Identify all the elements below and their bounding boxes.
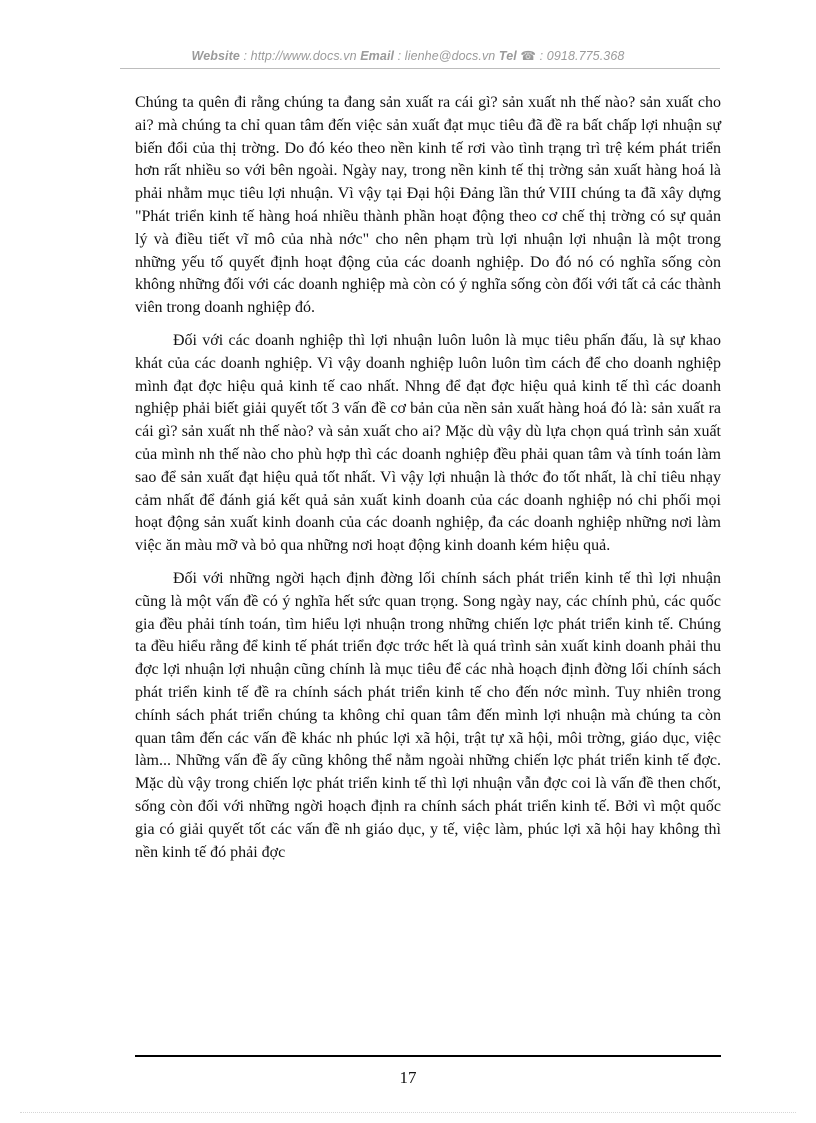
header-divider — [120, 68, 720, 69]
email-address: : lienhe@docs.vn — [394, 49, 499, 63]
paragraph-2: Đối với các doanh nghiệp thì lợi nhuận luôn luôn là mục tiêu phấn đấu, là sự khao khát của các doanh nghiệp. Vì vậy doanh nghiệp luôn luôn tìm cách để cho doanh nghiệp mình đạt đợc hiệu quả kinh tế cao nhất. Nhng để đạt đợc hiệu quả kinh tế thì các doanh nghiệp phải biết giải quyết tốt 3 vấn đề cơ bản của nền sản xuất hàng hoá đó là: sản xuất ra cái gì? sản xuất nh thế nào? và sản xuất cho ai? Mặc dù vậy dù lựa chọn quá trình sản xuất của mình nh thế nào cho phù hợp thì các doanh nghiệp đều phải quan tâm và tính toán làm sao để sản xuất đạt hiệu quả tốt nhất. Vì vậy lợi nhuận là thớc đo tốt nhất, là chỉ tiêu nhạy cảm nhất để đánh giá kết quả sản xuất kinh doanh của các doanh nghiệp nó chi phối mọi hoạt động sản xuất kinh doanh của các doanh nghiệp, đa các doanh nghiệp những nơi làm việc ăn màu mỡ và bỏ qua những nơi hoạt động kinh doanh kém hiệu quả. — [135, 331, 721, 555]
footer-divider — [135, 1055, 721, 1057]
email-label: Email — [360, 49, 395, 63]
tel-number: : 0918.775.368 — [536, 49, 625, 63]
page-header — [0, 48, 816, 63]
bottom-dotted-border — [20, 1112, 796, 1113]
page-number: 17 — [399, 1068, 417, 1087]
document-body — [135, 92, 721, 874]
tel-label: Tel — [498, 49, 517, 63]
website-label: Website — [191, 49, 240, 63]
paragraph-1: Chúng ta quên đi rằng chúng ta đang sản xuất ra cái gì? sản xuất nh thế nào? sản xuất cho ai? mà chúng ta chỉ quan tâm đến việc sản xuất đạt mục tiêu đã đề ra bất chấp lợi nhuận sự biến đổi của thị trờng. Do đó kéo theo nền kinh tế rơi vào tình trạng trì trệ kém phát triển hơn rất nhiều so với bên ngoài. Ngày nay, trong nền kinh tế thị trờng sản xuất hàng hoá là phải nhằm mục tiêu lợi nhuận. Vì vậy tại Đại hội Đảng lần thứ VIII chúng ta đã xây dựng "Phát triển kinh tế hàng hoá nhiều thành phần hoạt động theo cơ chế thị trờng có sự quản lý và điều tiết vĩ mô của nhà nớc" cho nên phạm trù lợi nhuận lợi nhuận là một trong những yếu tố quyết định hoạt động của các doanh nghiệp. Do đó nó có nghĩa sống còn không những đối với các doanh nghiệp mà còn có ý nghĩa sống còn đối với tất cả các thành viên trong doanh nghiệp đó. — [135, 94, 721, 317]
phone-icon: ☎ — [520, 49, 537, 63]
paragraph-3: Đối với những ngời hạch định đờng lối chính sách phát triển kinh tế thì lợi nhuận cũng là một vấn đề có ý nghĩa hết sức quan trọng. Song ngày nay, các chính phủ, các quốc gia đều phải tính toán, tìm hiểu lợi nhuận trong những chiến lợc phát triển kinh tế. Chúng ta đều hiểu rằng để kinh tế phát triển đợc trớc hết là quá trình sản xuất kinh doanh phải thu đợc lợi nhuận lợi nhuận cũng chính là mục tiêu để các nhà hoạch định đờng lối chính sách phát triển kinh tế đề ra chính sách phát triển kinh tế cho đến nớc mình. Tuy nhiên trong chính sách phát triển chúng ta không chỉ quan tâm đến mình lợi nhuận mà chúng ta còn quan tâm đến các vấn đề khác nh phúc lợi xã hội, trật tự xã hội, môi trờng, giáo dục, việc làm... Những vấn đề ấy cũng không thể nằm ngoài những chiến lợc phát triển kinh tế đợc. Mặc dù vậy trong chiến lợc phát triển kinh tế thì lợi nhuận vẫn đợc coi là vấn đề then chốt, sống còn đối với những ngời hoạch định ra chính sách phát triển kinh tế. Bởi vì một quốc gia có giải quyết tốt các vấn đề nh giáo dục, y tế, việc làm, phúc lợi xã hội hay không thì nền kinh tế đó phải đợc — [135, 569, 721, 861]
website-url: : http://www.docs.vn — [239, 49, 361, 63]
